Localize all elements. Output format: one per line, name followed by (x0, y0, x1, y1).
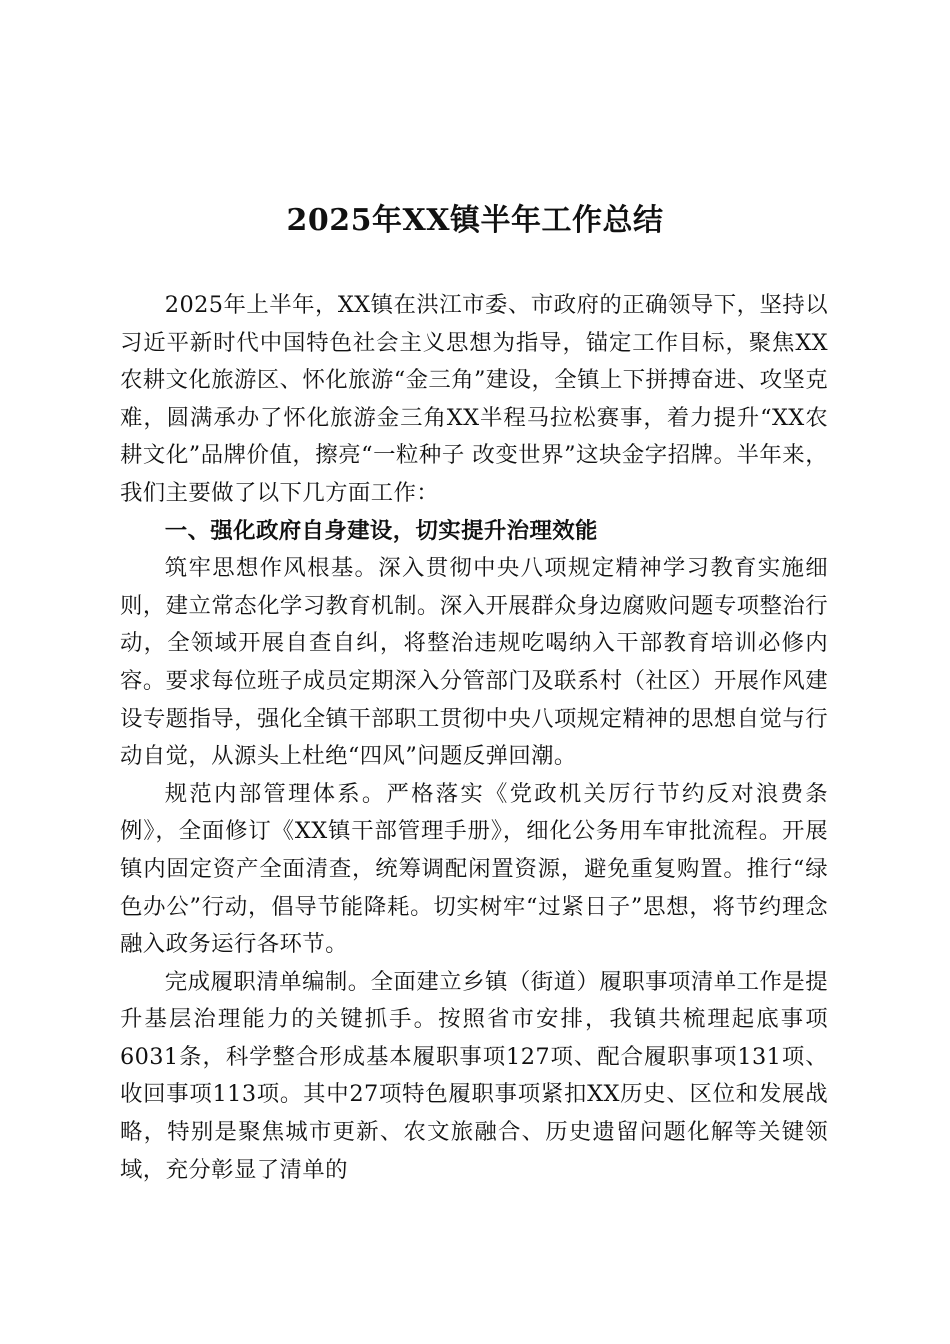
document-title: 2025年XX镇半年工作总结 (286, 203, 664, 238)
intro-paragraph: 2025年上半年，XX镇在洪江市委、市政府的正确领导下，坚持以习近平新时代中国特色社会主义思想为指导，锚定工作目标，聚焦XX农耕文化旅游区、怀化旅游“金三角”建设，全镇上下拼搏奋进、攻坚克难，圆满承办了怀化旅游金三角XX半程马拉松赛事，着力提升“XX农耕文化”品牌价值，擦亮“一粒种子 改变世界”这块金字招牌。半年来，我们主要做了以下几方面工作： (120, 292, 828, 506)
paragraph-duty-list: 完成履职清单编制。全面建立乡镇（街道）履职事项清单工作是提升基层治理能力的关键抓手。按照省市安排，我镇共梳理起底事项6031条，科学整合形成基本履职事项127项、配合履职事项131项、收回事项113项。其中27项特色履职事项紧扣XX历史、区位和发展战略，特别是聚焦城市更新、农文旅融合、历史遗留问题化解等关键领域，充分彰显了清单的 (120, 968, 828, 1183)
document-body (120, 287, 828, 1189)
section-heading: 一、强化政府自身建设，切实提升治理效能 (164, 517, 598, 544)
paragraph-work-style: 筑牢思想作风根基。深入贯彻中央八项规定精神学习教育实施细则，建立常态化学习教育机制。深入开展群众身边腐败问题专项整治行动，全领域开展自查自纠，将整治违规吃喝纳入干部教育培训必修内容。要求每位班子成员定期深入分管部门及联系村（社区）开展作风建设专题指导，强化全镇干部职工贯彻中央八项规定精神的思想自觉与行动自觉，从源头上杜绝“四风”问题反弹回潮。 (120, 555, 828, 770)
paragraph-internal-management: 规范内部管理体系。严格落实《党政机关厉行节约反对浪费条例》，全面修订《XX镇干部管理手册》，细化公务用车审批流程。开展镇内固定资产全面清查，统筹调配闲置资源，避免重复购置。推行“绿色办公”行动，倡导节能降耗。切实树牢“过紧日子”思想，将节约理念融入政务运行各环节。 (120, 780, 828, 958)
